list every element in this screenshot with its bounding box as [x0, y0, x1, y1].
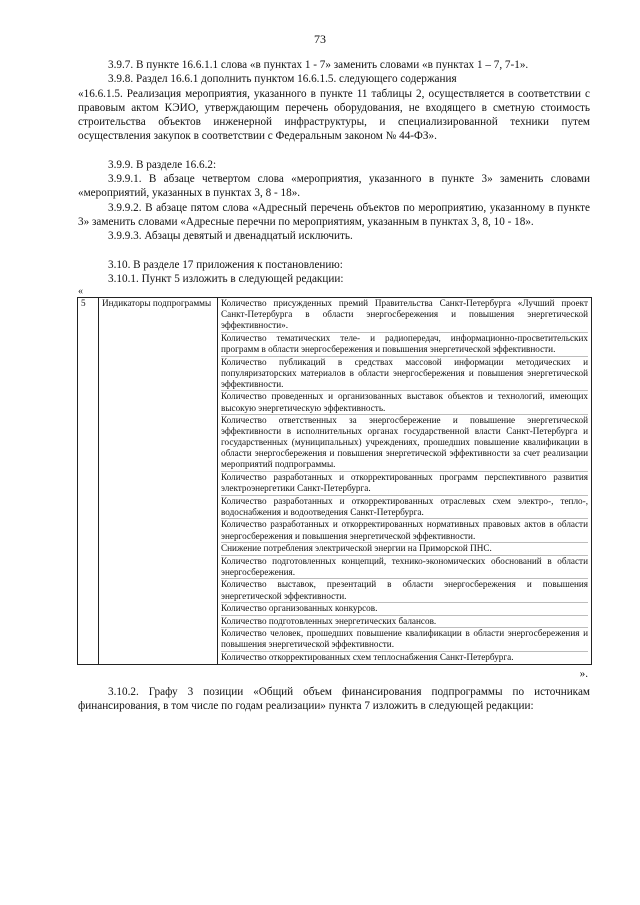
list-item: Количество разработанных и откорректированных нормативных правовых актов в области энергосбережения и повышения энергетической эффективности. — [221, 519, 588, 543]
row-number-cell: 5 — [78, 298, 99, 664]
indicators-list-cell — [218, 298, 592, 664]
list-item: Количество разработанных и откорректированных отраслевых схем электро-, тепло-, водоснабжения и водоотведения Санкт-Петербурга. — [221, 496, 588, 520]
document-body — [78, 58, 590, 713]
paragraph-3-9-9-3: 3.9.9.3. Абзацы девятый и двенадцатый исключить. — [108, 230, 353, 243]
list-item: Количество выставок, презентаций в области энергосбережения и повышения энергетической эффективности. — [221, 579, 588, 603]
list-item: Количество тематических теле- и радиопередач, информационно-просветительских программ в области энергосбережения и повышения энергетической эффективности. — [221, 333, 588, 357]
list-item: Количество подготовленных энергетических балансов. — [221, 616, 588, 629]
table-row — [78, 298, 592, 664]
paragraph-3-10-2: 3.10.2. Графу 3 позиции «Общий объем финансирования подпрограммы по источникам финансирования, в том числе по годам реализации» пункта 7 изложить в следующей редакции: — [78, 685, 590, 713]
list-item: Количество подготовленных концепций, технико-экономических обоснований в области энергосбережения. — [221, 556, 588, 580]
paragraph-3-9-7: 3.9.7. В пункте 16.6.1.1 слова «в пунктах 1 - 7» заменить словами «в пунктах 1 – 7, 7-1». — [108, 59, 529, 71]
paragraph-3-9-9-2: 3.9.9.2. В абзаце пятом слова «Адресный перечень объектов по мероприятию, указанному в пункте 3» заменить словами «Адресные перечни по мероприятиям, указанным в пунктах 3, 8, 10 - 18». — [78, 201, 590, 228]
list-item: Количество разработанных и откорректированных программ перспективного развития электроэнергетики Санкт-Петербурга. — [221, 472, 588, 496]
list-item: Количество присужденных премий Правительства Санкт-Петербурга «Лучший проект Санкт-Петербурга в области энергосбережения и повышения энергетической эффективности». — [221, 298, 588, 333]
paragraph-3-9-9: 3.9.9. В разделе 16.6.2: — [108, 158, 217, 171]
list-item: Количество человек, прошедших повышение квалификации в области энергосбережения и повышения энергетической эффективности. — [221, 628, 588, 652]
list-item: Количество ответственных за энергосбережение и повышение энергетической эффективности в исполнительных органах государственной власти Санкт-Петербурга и государственных (муниципальных) учреждениях, прошедших повышение квалификации в области энергосбережения и повышения энергетической эффективности за счет реализации мероприятий подпрограммы. — [221, 415, 588, 472]
list-item: Количество публикаций в средствах массовой информации методических и популяризаторских материалов в области энергосбережения и повышения энергетической эффективности. — [221, 357, 588, 392]
paragraph-3-10-1: 3.10.1. Пункт 5 изложить в следующей редакции: — [108, 272, 344, 285]
list-item: Количество проведенных и организованных выставок объектов и технологий, имеющих высокую энергетическую эффективность. — [221, 391, 588, 415]
closing-quote: ». — [579, 667, 588, 680]
page-number: 73 — [314, 32, 326, 46]
paragraph-3-9-9-1: 3.9.9.1. В абзаце четвертом слова «мероприятия, указанного в пункте 3» заменить словами «мероприятий, указанных в пунктах 3, 8 - 18». — [78, 173, 590, 200]
list-item: Снижение потребления электрической энергии на Приморской ПНС. — [221, 543, 588, 556]
list-item: Количество организованных конкурсов. — [221, 603, 588, 616]
opening-quote: « — [78, 286, 83, 298]
row-label-cell: Индикаторы подпрограммы — [99, 298, 218, 664]
indicators-table — [77, 297, 592, 664]
list-item: Количество откорректированных схем теплоснабжения Санкт-Петербурга. — [221, 651, 514, 662]
paragraph-3-10: 3.10. В разделе 17 приложения к постановлению: — [108, 258, 343, 271]
paragraph-3-9-8: 3.9.8. Раздел 16.6.1 дополнить пунктом 16.6.1.5. следующего содержания — [108, 73, 457, 86]
paragraph-16-6-1-5: «16.6.1.5. Реализация мероприятия, указанного в пункте 11 таблицы 2, осуществляется в соответствии с правовым актом КЭИО, утверждающим перечень оборудования, не входящего в сметную стоимость строительства объектов инженерной инфраструктуры, и специализированной техники путем осуществления закупок в соответствии с Федеральным законом № 44-ФЗ». — [78, 87, 590, 143]
